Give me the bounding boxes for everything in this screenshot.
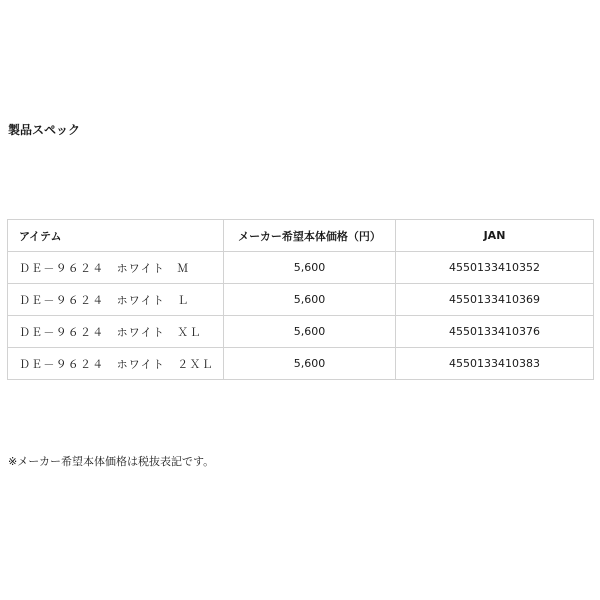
table-row xyxy=(8,284,594,316)
cell-price: 5,600 xyxy=(224,316,396,348)
cell-jan: 4550133410369 xyxy=(396,284,594,316)
table-row xyxy=(8,348,594,380)
cell-item: ＤＥ－９６２４ ホワイト ２ＸＬ xyxy=(8,348,224,380)
cell-item: ＤＥ－９６２４ ホワイト ＸＬ xyxy=(8,316,224,348)
cell-price: 5,600 xyxy=(224,348,396,380)
cell-price: 5,600 xyxy=(224,252,396,284)
spec-table xyxy=(7,219,594,380)
header-jan: JAN xyxy=(396,220,594,252)
header-item: アイテム xyxy=(8,220,224,252)
footnote: ※メーカー希望本体価格は税抜表記です。 xyxy=(8,455,215,468)
header-price: メーカー希望本体価格（円） xyxy=(224,220,396,252)
table-row xyxy=(8,316,594,348)
cell-jan: 4550133410376 xyxy=(396,316,594,348)
cell-price: 5,600 xyxy=(224,284,396,316)
cell-jan: 4550133410352 xyxy=(396,252,594,284)
table-header-row xyxy=(8,220,594,252)
cell-item: ＤＥ－９６２４ ホワイト Ｍ xyxy=(8,252,224,284)
section-title: 製品スペック xyxy=(8,123,81,137)
cell-jan: 4550133410383 xyxy=(396,348,594,380)
cell-item: ＤＥ－９６２４ ホワイト Ｌ xyxy=(8,284,224,316)
table-row xyxy=(8,252,594,284)
